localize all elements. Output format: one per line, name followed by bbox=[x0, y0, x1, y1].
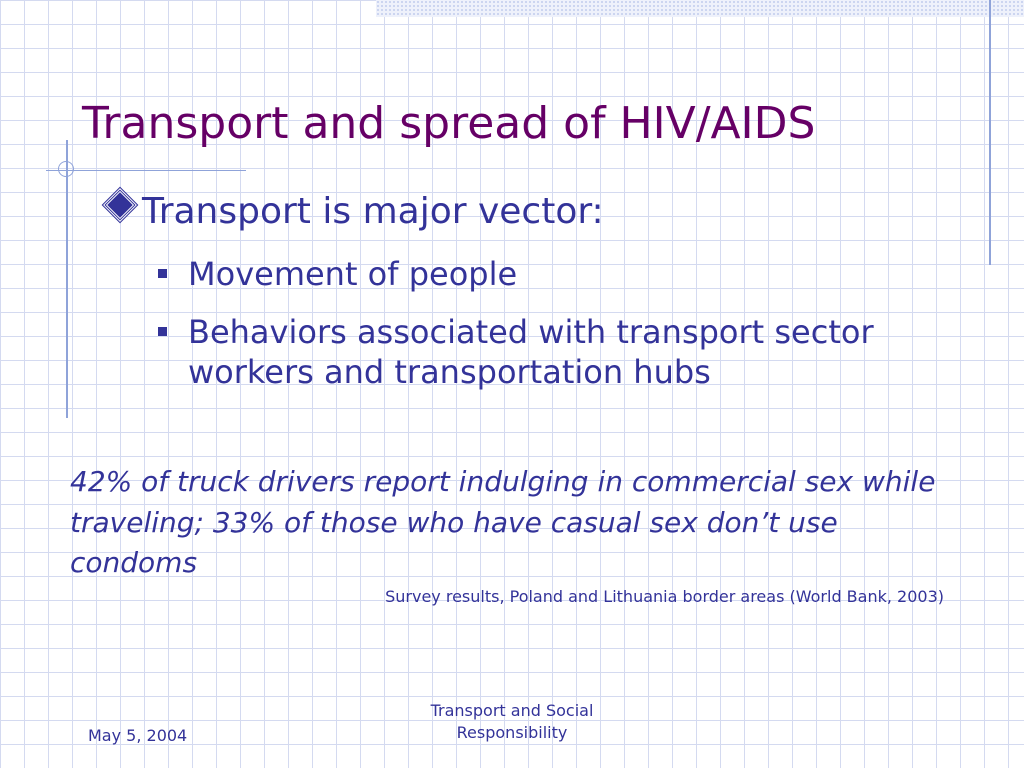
bullet-level1-text: Transport is major vector: bbox=[142, 191, 604, 232]
source-citation: Survey results, Poland and Lithuania border areas (World Bank, 2003) bbox=[385, 587, 944, 606]
slide-title: Transport and spread of HIV/AIDS bbox=[82, 98, 816, 149]
square-bullet-icon bbox=[158, 327, 167, 336]
bullet-level1 bbox=[108, 190, 604, 233]
subbullet-text: Behaviors associated with transport sector workers and transportation hubs bbox=[188, 313, 874, 391]
statistic-quote: 42% of truck drivers report indulging in commercial sex while traveling; 33% of those who have casual sex don’t use condoms bbox=[70, 465, 936, 580]
subbullet-item bbox=[158, 312, 958, 392]
footer-title: Transport and Social Responsibility bbox=[430, 701, 594, 743]
footer-date: May 5, 2004 bbox=[88, 726, 188, 745]
subbullet-item bbox=[158, 254, 517, 294]
decorative-vertical-line-right bbox=[989, 0, 991, 265]
decorative-crosshair-circle bbox=[58, 161, 74, 177]
square-bullet-icon bbox=[158, 269, 167, 278]
decorative-vertical-line-left bbox=[66, 140, 68, 418]
decorative-horizontal-line bbox=[46, 170, 246, 171]
diamond-bullet-icon bbox=[103, 188, 137, 222]
decorative-dotted-band bbox=[376, 0, 1024, 17]
subbullet-text: Movement of people bbox=[188, 255, 518, 293]
